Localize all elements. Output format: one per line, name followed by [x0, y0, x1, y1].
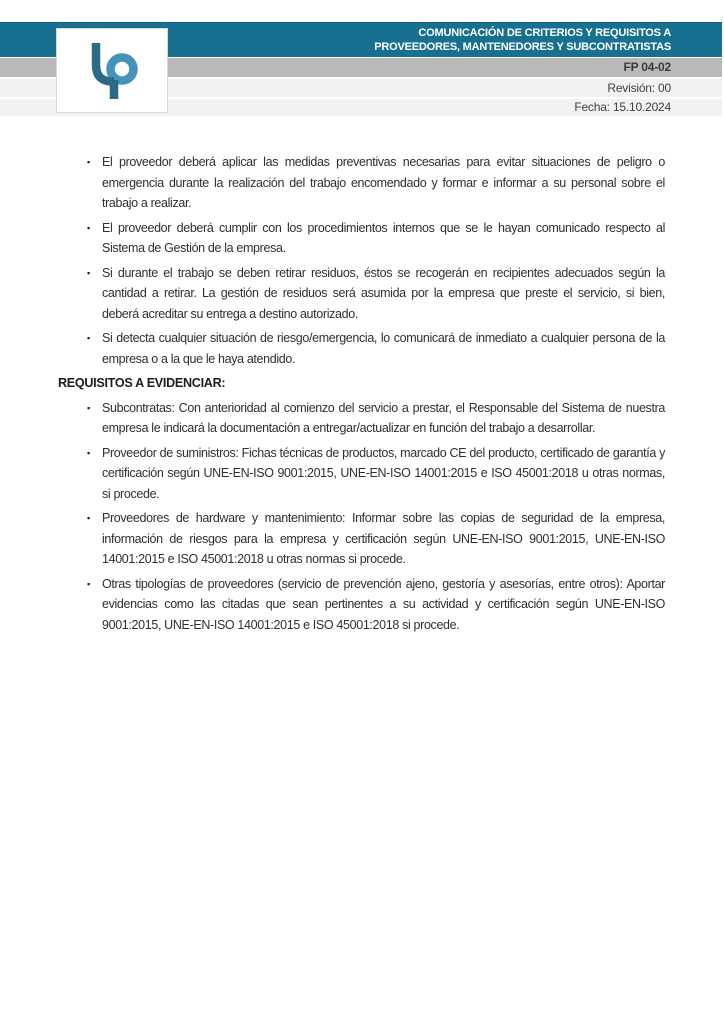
- document-body: [58, 152, 665, 639]
- general-requirements-list: [58, 152, 665, 369]
- list-item: ▪ Subcontratas: Con anterioridad al comienzo del servicio a prestar, el Responsable del Sistema de nuestra empresa le indicará la documentación a entregar/actualizar en función del trabajo a desarrollar.: [58, 398, 665, 439]
- evidence-requirements-list: [58, 398, 665, 636]
- section-heading: REQUISITOS A EVIDENCIAR:: [58, 376, 226, 390]
- list-item: ▪ Otras tipologías de proveedores (servicio de prevención ajeno, gestoría y asesorías, entre otros): Aportar evidencias como las citadas que sean pertinentes a su actividad y certificación según UNE-EN-ISO 9001:2015, UNE-EN-ISO 14001:2015 e ISO 45001:2018 si procede.: [58, 574, 665, 636]
- company-logo: [56, 28, 168, 113]
- list-item: ▪ Si detecta cualquier situación de riesgo/emergencia, lo comunicará de inmediato a cualquier persona de la empresa o a la que le haya atendido.: [58, 328, 665, 369]
- list-item: ▪ Si durante el trabajo se deben retirar residuos, éstos se recogerán en recipientes adecuados según la cantidad a retirar. La gestión de residuos será asumida por la empresa que preste el servicio, si bien, deberá acreditar su entrega a destino autorizado.: [58, 263, 665, 325]
- list-item: ▪ El proveedor deberá cumplir con los procedimientos internos que se le hayan comunicado respecto al Sistema de Gestión de la empresa.: [58, 218, 665, 259]
- lp-logo-icon: [88, 40, 142, 102]
- header-title-line2: PROVEEDORES, MANTENEDORES Y SUBCONTRATISTAS: [374, 41, 671, 53]
- header-title-line1: COMUNICACIÓN DE CRITERIOS Y REQUISITOS A: [418, 27, 671, 39]
- list-item: ▪ Proveedor de suministros: Fichas técnicas de productos, marcado CE del producto, certificado de garantía y certificación según UNE-EN-ISO 9001:2015, UNE-EN-ISO 14001:2015 e ISO 45001:2018 u otras normas, si procede.: [58, 443, 665, 505]
- revision-value: Revisión: 00: [607, 81, 671, 95]
- doc-code: FP 04-02: [623, 60, 671, 74]
- date-value: Fecha: 15.10.2024: [574, 100, 671, 114]
- list-item: ▪ Proveedores de hardware y mantenimiento: Informar sobre las copias de seguridad de la empresa, información de riesgos para la empresa y certificación según UNE-EN-ISO 9001:2015, UNE-EN-ISO 14001:2015 e ISO 45001:2018 u otras normas si procede.: [58, 508, 665, 570]
- list-item: ▪ El proveedor deberá aplicar las medidas preventivas necesarias para evitar situaciones de peligro o emergencia durante la realización del trabajo encomendado y formar e informar a su personal sobre el trabajo a realizar.: [58, 152, 665, 214]
